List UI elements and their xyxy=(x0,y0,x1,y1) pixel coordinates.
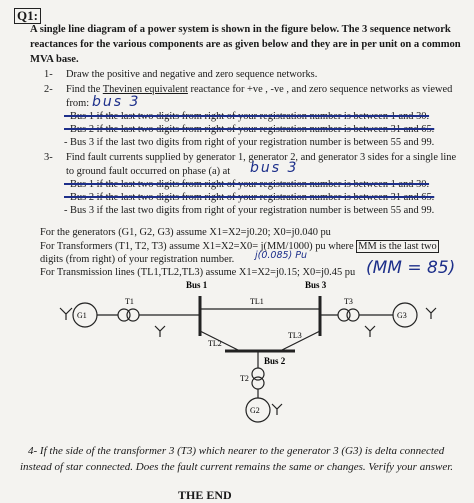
t3-star-mark xyxy=(365,326,375,337)
g3-star-mark xyxy=(426,308,436,319)
item-2-bullet-bus3: - Bus 3 if the last two digits from right of your registration number is between 55 and 99. xyxy=(64,137,435,148)
transmission-line-params: For Transmission lines (TL1,TL2,TL3) assume X1=X2=j0.15; X0=j0.45 pu xyxy=(40,267,356,278)
item-3-handwritten-bus: bus 3 xyxy=(250,160,299,176)
bus-1-label: Bus 1 xyxy=(186,280,208,290)
transformer-params-text: For Transformers (T1, T2, T3) assume X1=X2=X0= j(MM/1000) pu where xyxy=(40,241,354,252)
item-2-from-label: from: xyxy=(66,98,90,109)
question-label: Q1: xyxy=(14,8,41,24)
t1-star-mark xyxy=(155,326,165,337)
single-line-diagram xyxy=(0,276,474,426)
item-3-bullet-bus3: - Bus 3 if the last two digits from right of your registration number is between 55 and 99. xyxy=(64,205,435,216)
t2-label: T2 xyxy=(240,374,249,383)
transformer-t2-winding-b xyxy=(252,377,264,389)
transformer-params-cont: digits (from right) of your registration number. xyxy=(40,254,235,265)
transformer-t1-winding-b xyxy=(127,309,139,321)
question-4-line-1: 4- If the side of the transformer 3 (T3) which nearer to the generator 3 (G3) is delta connected xyxy=(28,445,445,457)
handwritten-mm-value: (MM = 85) xyxy=(366,258,456,278)
tl2-label: TL2 xyxy=(208,339,222,348)
item-2-handwritten-bus: bus 3 xyxy=(92,94,141,110)
tl3-label: TL3 xyxy=(288,331,302,340)
item-2-bullet-bus1: - Bus 1 if the last two digits from right of your registration number is between 1 and 30. xyxy=(64,111,430,122)
item-2-text-c: reactance for +ve , -ve , and zero sequence networks as viewed xyxy=(190,84,453,95)
handwritten-reactance: j(0.085) Pu xyxy=(255,250,308,261)
item-2-thevenin: Thevinen equivalent xyxy=(102,84,188,95)
t1-label: T1 xyxy=(125,297,134,306)
item-1-number: 1- xyxy=(44,69,53,80)
tl1-label: TL1 xyxy=(250,297,264,306)
g1-label: G1 xyxy=(77,311,87,320)
mm-boxed-text: MM is the last two xyxy=(358,241,437,252)
item-3-bullet-bus1: - Bus 1 if the last two digits from right of your registration number is between 1 and 30. xyxy=(64,179,430,190)
item-2-text-a: Find the xyxy=(66,84,101,95)
the-end-footer: THE END xyxy=(178,488,232,502)
transformer-t3-winding-b xyxy=(347,309,359,321)
g3-label: G3 xyxy=(397,311,407,320)
question-4-line-2: instead of star connected. Does the fault current remains the same or changes. Verify your answer. xyxy=(20,461,454,473)
g1-star-mark xyxy=(60,308,72,320)
item-1-text: Draw the positive and negative and zero sequence networks. xyxy=(66,69,318,80)
item-2-bullet-bus2: - Bus 2 if the last two digits from right of your registration number is between 31 and 65. xyxy=(64,124,435,135)
bus-2-label: Bus 2 xyxy=(264,356,286,366)
question-intro: A single line diagram of a power system is shown in the figure below. The 3 sequence network reactances for the various components are as given below and they are in per unit on a common MVA base. xyxy=(30,24,461,65)
item-2-number: 2- xyxy=(44,84,53,95)
item-3-bullet-bus2: - Bus 2 if the last two digits from right of your registration number is between 31 and 65. xyxy=(64,192,435,203)
item-3-text-b: to ground fault occurred on phase (a) at xyxy=(66,166,231,177)
transformer-params xyxy=(40,240,439,254)
g2-star-mark xyxy=(272,404,282,415)
g2-label: G2 xyxy=(250,406,260,415)
item-3-text-a: Find fault currents supplied by generator 1, generator 2, and generator 3 sides for a single line xyxy=(66,152,457,163)
item-3-number: 3- xyxy=(44,152,53,163)
generator-params: For the generators (G1, G2, G3) assume X1=X2=j0.20; X0=j0.040 pu xyxy=(40,227,331,238)
t3-label: T3 xyxy=(344,297,353,306)
bus-3-label: Bus 3 xyxy=(305,280,327,290)
